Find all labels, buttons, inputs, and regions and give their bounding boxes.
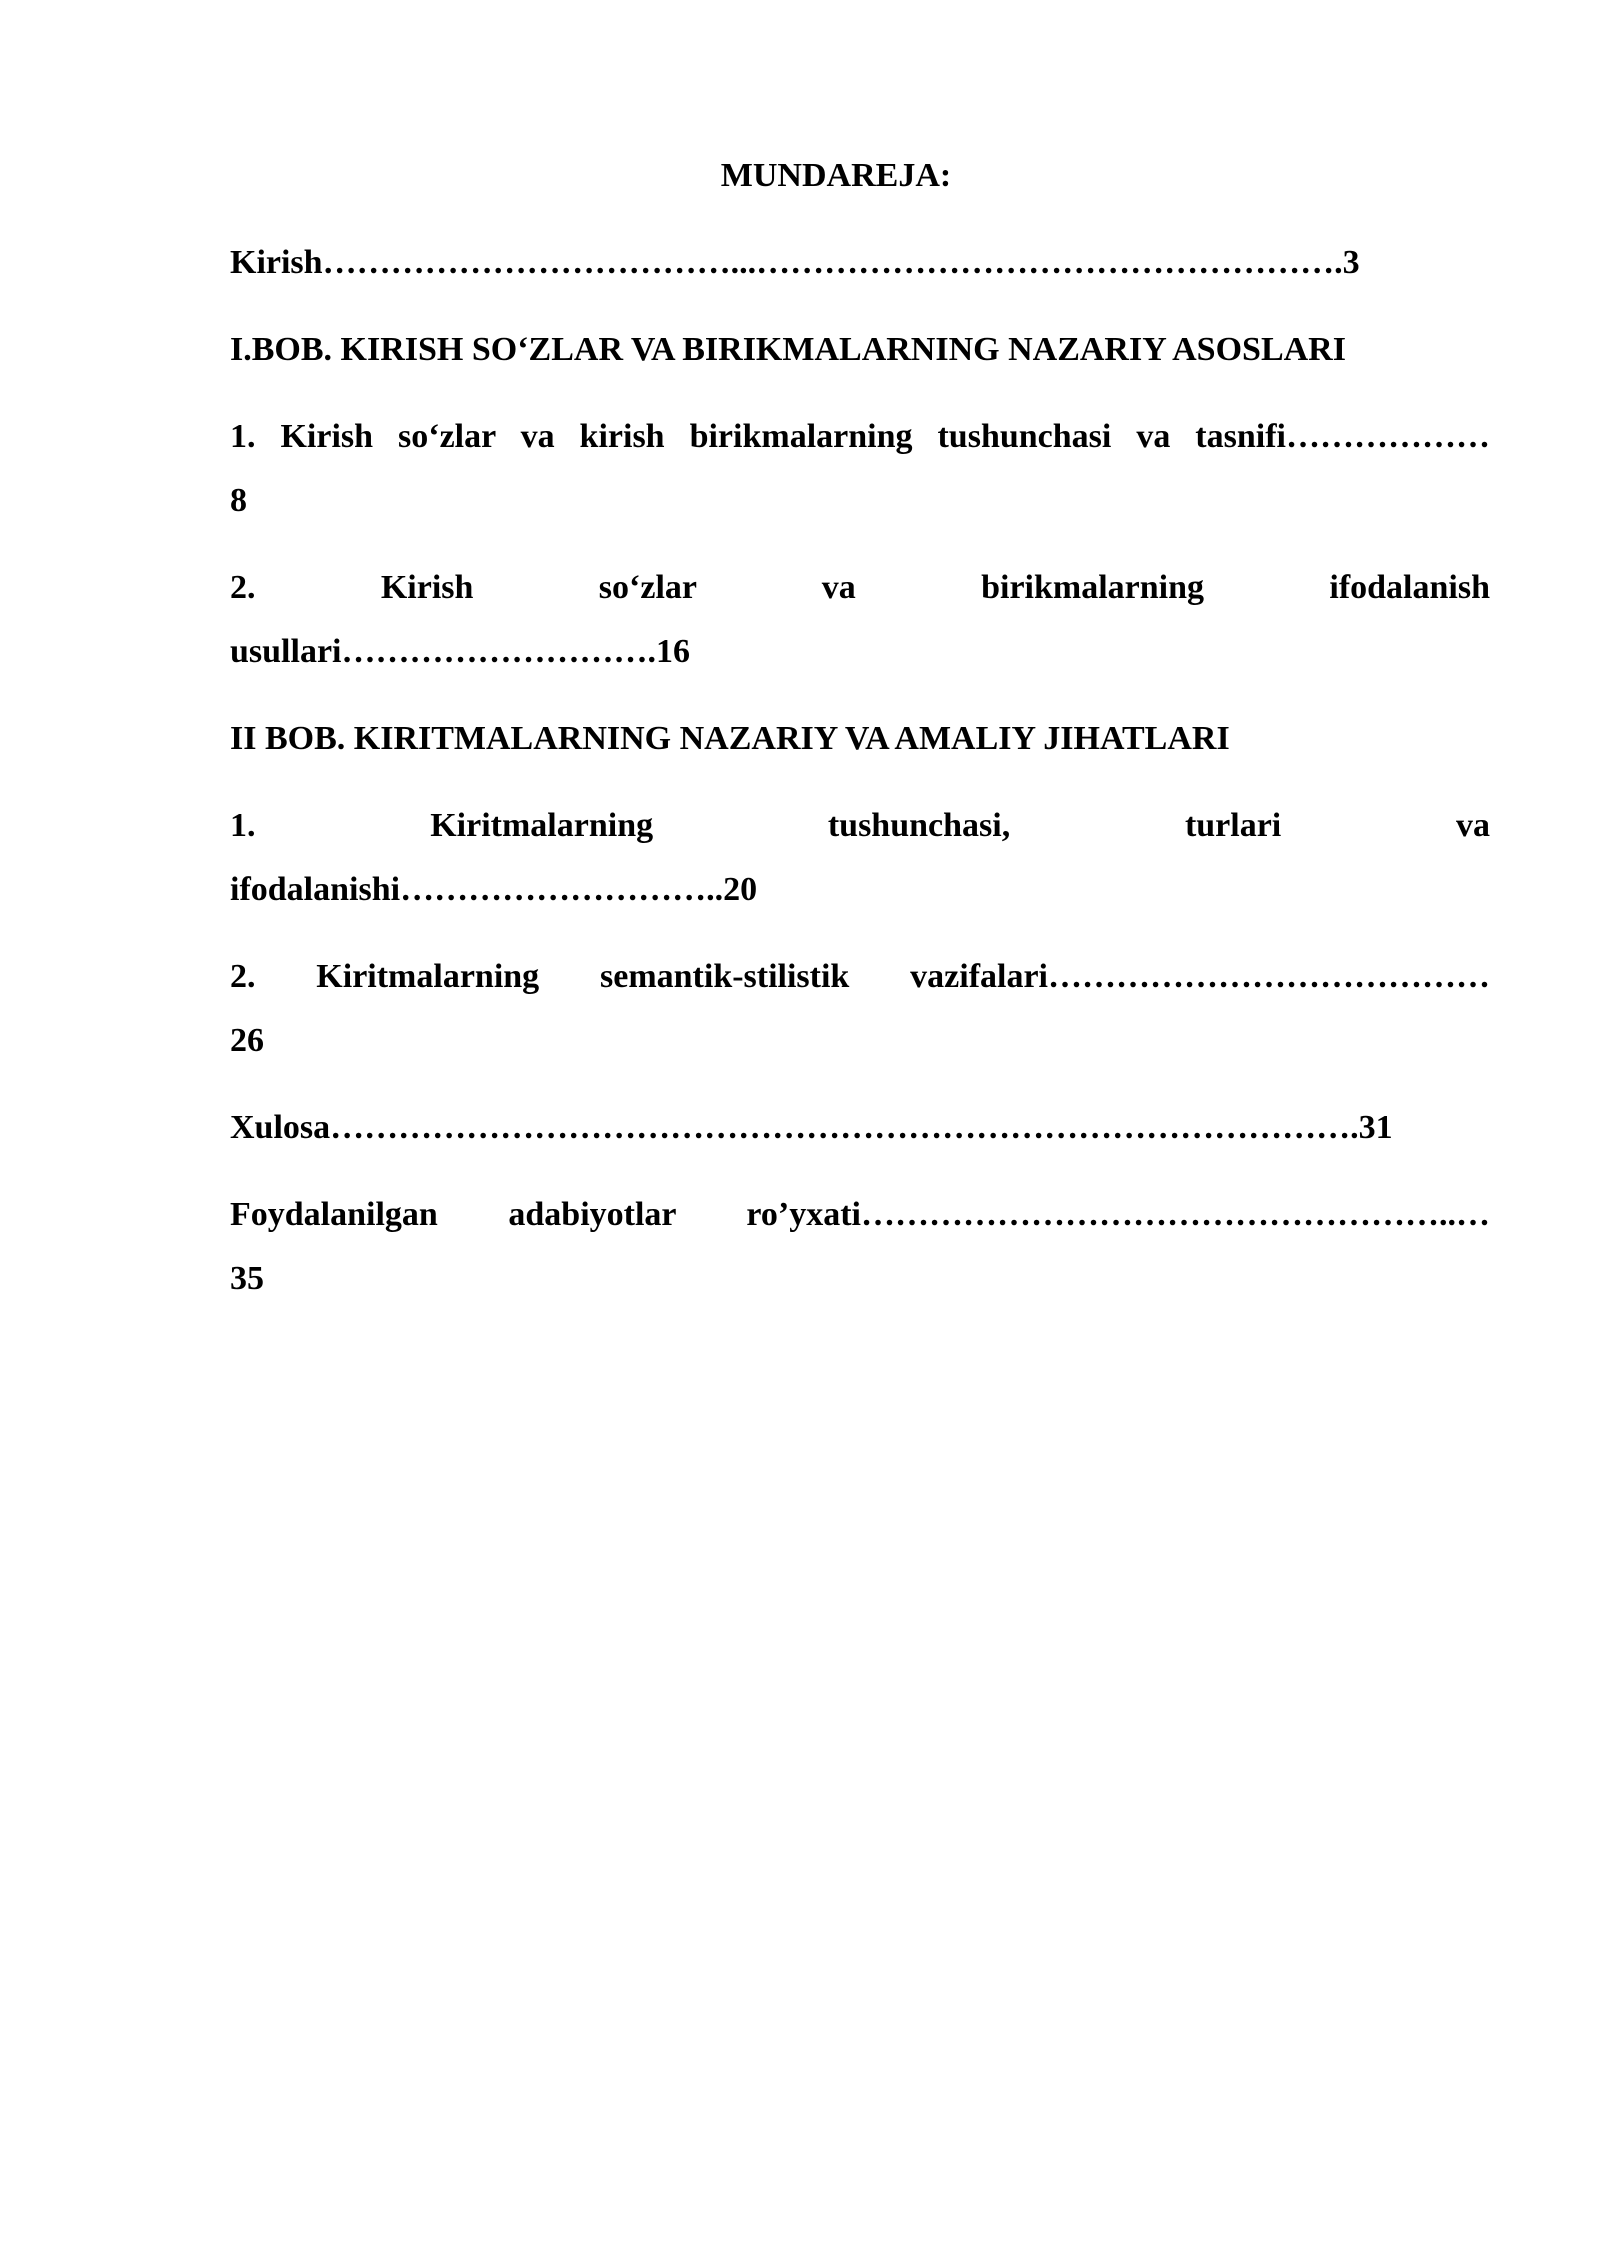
toc-entry-2-1-line2: ifodalanishi………………………..20 xyxy=(230,871,758,908)
toc-entry-references-line1: Foydalanilgan adabiyotlar ro’yxati……………………………………………..… xyxy=(230,1196,1490,1233)
toc-entry-1-2-line1: 2. Kirish so‘zlar va birikmalarning ifodalanish xyxy=(230,569,1490,606)
toc-entry-1-2-line2: usullari……………………….16 xyxy=(230,633,690,670)
toc-entry-1-1-line1: 1. Kirish so‘zlar va kirish birikmalarning tushunchasi va tasnifi……………… xyxy=(230,418,1490,455)
toc-title: MUNDAREJA: xyxy=(720,157,952,194)
toc-entry-2-2-page: 26 xyxy=(230,1022,264,1059)
toc-entry-kirish: Kirish………………………………...…………………………………………….3 xyxy=(230,244,1360,281)
toc-entry-2-2-line1: 2. Kiritmalarning semantik-stilistik vazifalari………………………………… xyxy=(230,958,1490,995)
toc-entry-chapter-1: I.BOB. KIRISH SO‘ZLAR VA BIRIKMALARNING NAZARIY ASOSLARI xyxy=(230,331,1346,368)
toc-entry-references-page: 35 xyxy=(230,1260,264,1297)
toc-entry-2-1-line1: 1. Kiritmalarning tushunchasi, turlari va xyxy=(230,807,1490,844)
toc-entry-xulosa: Xulosa……………………………………………………………………………….31 xyxy=(230,1109,1393,1146)
toc-entry-1-1-page: 8 xyxy=(230,482,247,519)
toc-entry-chapter-2: II BOB. KIRITMALARNING NAZARIY VA AMALIY JIHATLARI xyxy=(230,720,1230,757)
